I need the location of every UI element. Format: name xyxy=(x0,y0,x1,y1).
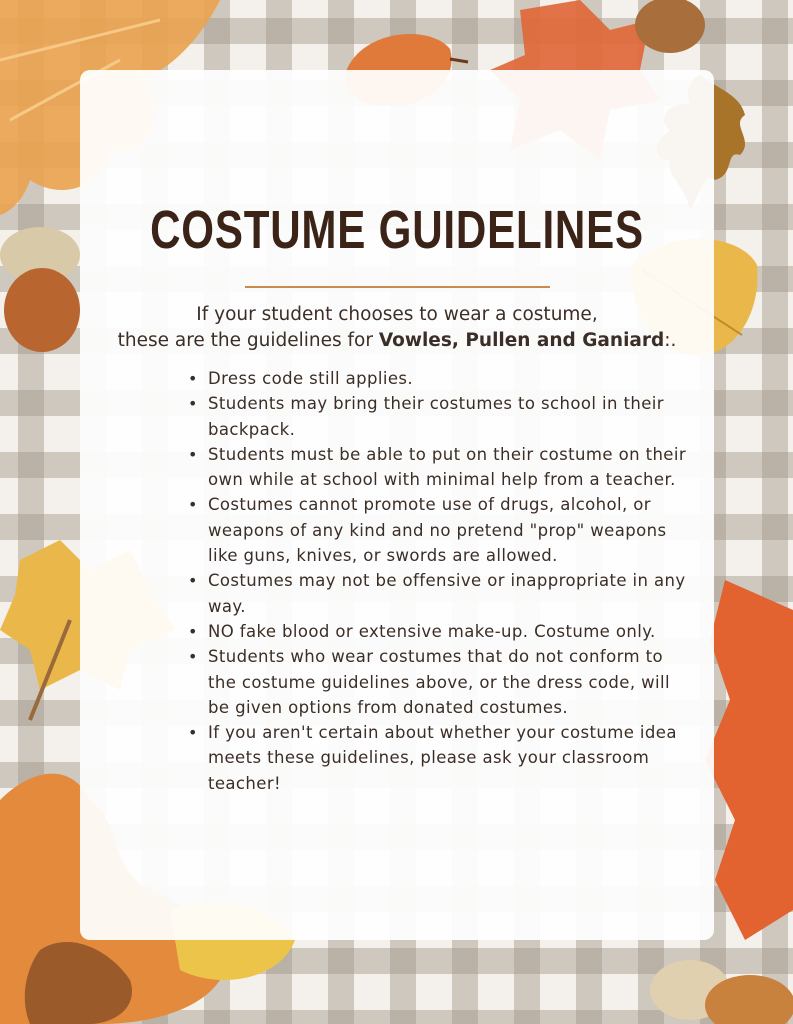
intro-text xyxy=(80,302,714,354)
guidelines-card xyxy=(80,70,714,940)
acorn-icon xyxy=(0,215,85,355)
guidelines-list xyxy=(188,366,688,796)
list-item: • Students may bring their costumes to school in their backpack. xyxy=(188,391,688,442)
intro-line-2-prefix: these are the guidelines for xyxy=(117,330,379,351)
list-item: • Dress code still applies. xyxy=(188,366,688,391)
intro-line-2 xyxy=(80,328,714,354)
title-divider xyxy=(245,286,550,288)
list-item: • Costumes may not be offensive or inappropriate in any way. xyxy=(188,568,688,619)
acorn-icon xyxy=(630,0,710,60)
list-item: • If you aren't certain about whether your costume idea meets these guidelines, please ask your classroom teacher! xyxy=(188,720,688,796)
page-title: COSTUME GUIDELINES xyxy=(150,200,644,260)
list-item: • Costumes cannot promote use of drugs, alcohol, or weapons of any kind and no pretend "prop" weapons like guns, knives, or swords are allowed. xyxy=(188,492,688,568)
acorn-icon xyxy=(640,950,793,1024)
intro-line-1: If your student chooses to wear a costume, xyxy=(196,304,598,325)
list-item: • Students who wear costumes that do not conform to the costume guidelines above, or the dress code, will be given options from donated costumes. xyxy=(188,644,688,720)
maple-leaf-icon xyxy=(705,580,793,940)
intro-line-2-suffix: :. xyxy=(664,330,677,351)
school-names: Vowles, Pullen and Ganiard xyxy=(378,330,665,351)
list-item: • NO fake blood or extensive make-up. Costume only. xyxy=(188,619,688,644)
list-item: • Students must be able to put on their costume on their own while at school with minimal help from a teacher. xyxy=(188,442,688,493)
